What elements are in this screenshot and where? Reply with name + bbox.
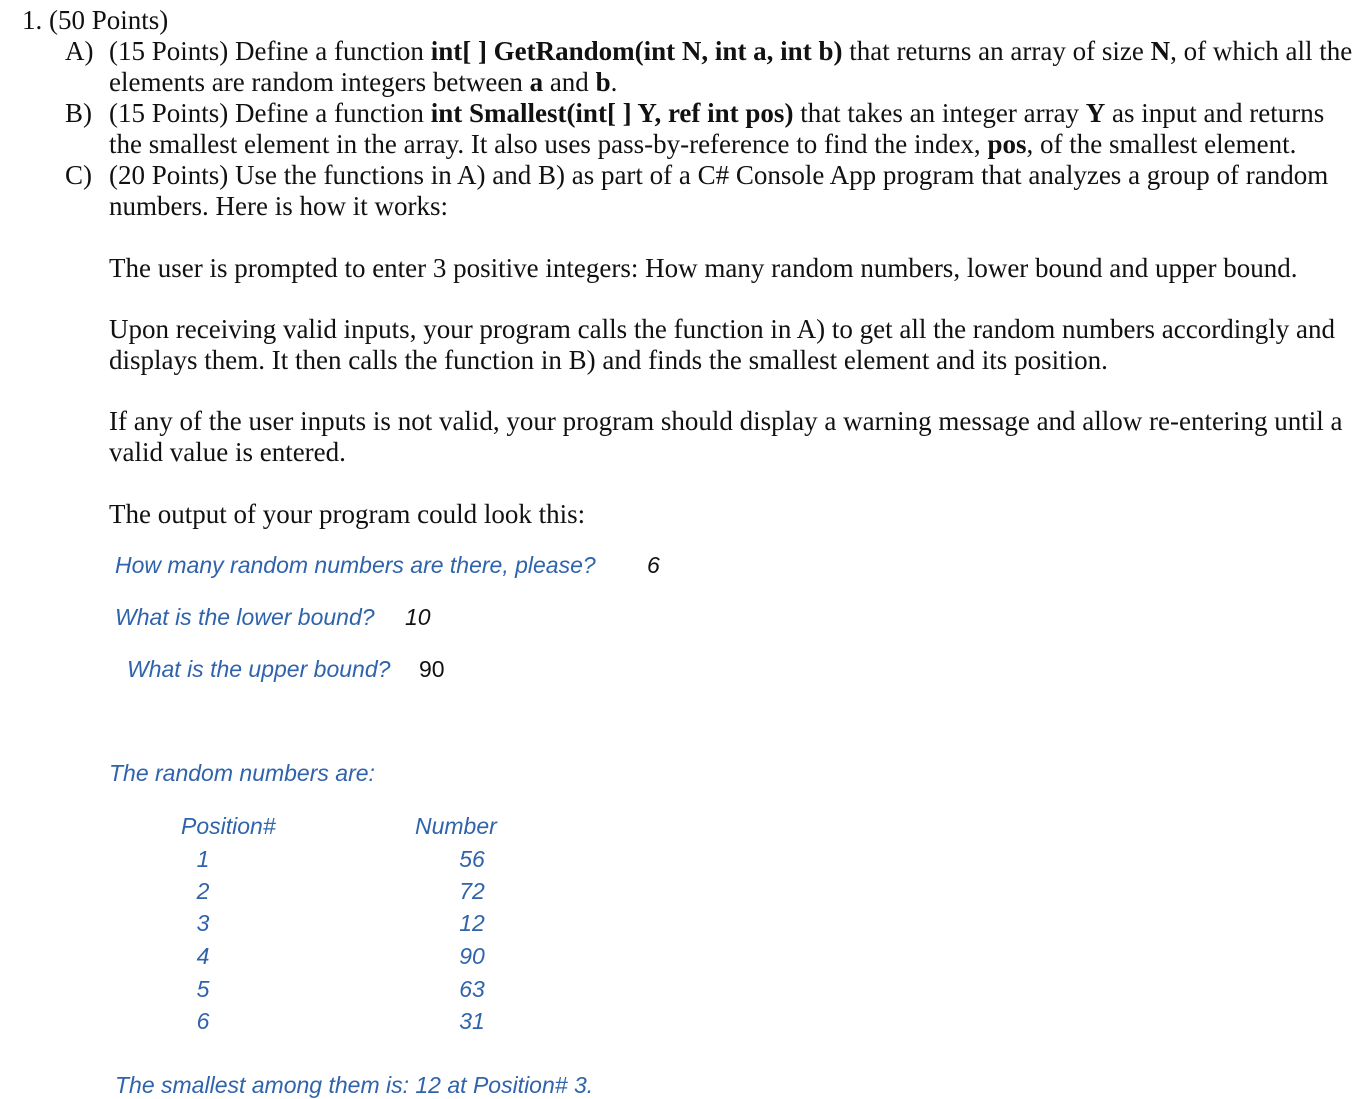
row-number: 12 (459, 910, 485, 936)
prompt-lower: What is the lower bound? (115, 604, 375, 630)
row-number: 72 (459, 878, 485, 904)
part-c-line1: (20 Points) Use the functions in A) and B) as part of a C# Console App program that analyzes a group of random (109, 160, 1329, 190)
part-b-line2: the smallest element in the array. It also uses pass-by-reference to find the index, pos, of the smallest element. (109, 129, 1297, 159)
row-number: 31 (459, 1008, 485, 1034)
part-a-line2: elements are random integers between a and b. (109, 67, 618, 97)
paragraph-invalid-inputs-line2: valid value is entered. (109, 437, 346, 467)
random-numbers-header: The random numbers are: (109, 760, 375, 786)
row-number: 63 (459, 976, 485, 1002)
part-a-line1: (15 Points) Define a function int[ ] GetRandom(int N, int a, int b) that returns an array of size N, of which all the (109, 36, 1353, 66)
part-a-function-signature: int[ ] GetRandom(int N, int a, int b) (430, 36, 843, 66)
part-c-line2: numbers. Here is how it works: (109, 191, 448, 221)
answer-upper: 90 (419, 656, 445, 682)
column-header-number: Number (415, 813, 497, 839)
row-position: 1 (196, 846, 210, 872)
question-heading: 1. (50 Points) (22, 5, 169, 35)
prompt-count: How many random numbers are there, please? (115, 552, 596, 578)
part-b-label: B) (65, 98, 92, 128)
part-b-line1: (15 Points) Define a function int Smallest(int[ ] Y, ref int pos) that takes an integer array Y as input and returns (109, 98, 1325, 128)
column-header-position: Position# (181, 813, 276, 839)
output-intro: The output of your program could look this: (109, 499, 586, 529)
row-position: 4 (196, 943, 210, 969)
paragraph-prompt: The user is prompted to enter 3 positive integers: How many random numbers, lower bound and upper bound. (109, 253, 1298, 283)
row-number: 56 (459, 846, 485, 872)
part-a-label: A) (65, 36, 94, 66)
row-number: 90 (459, 943, 485, 969)
answer-lower: 10 (405, 604, 431, 630)
paragraph-invalid-inputs-line1: If any of the user inputs is not valid, your program should display a warning message and allow re-entering until a (109, 406, 1343, 436)
row-position: 3 (196, 910, 210, 936)
paragraph-valid-inputs-line1: Upon receiving valid inputs, your program calls the function in A) to get all the random numbers accordingly and (109, 314, 1335, 344)
paragraph-valid-inputs-line2: displays them. It then calls the function in B) and finds the smallest element and its position. (109, 345, 1108, 375)
row-position: 2 (196, 878, 210, 904)
answer-count: 6 (647, 552, 660, 578)
row-position: 5 (196, 976, 210, 1002)
row-position: 6 (196, 1008, 210, 1034)
prompt-upper: What is the upper bound? (127, 656, 391, 682)
part-c-label: C) (65, 160, 92, 190)
smallest-result: The smallest among them is: 12 at Position# 3. (115, 1072, 594, 1098)
part-b-function-signature: int Smallest(int[ ] Y, ref int pos) (430, 98, 794, 128)
